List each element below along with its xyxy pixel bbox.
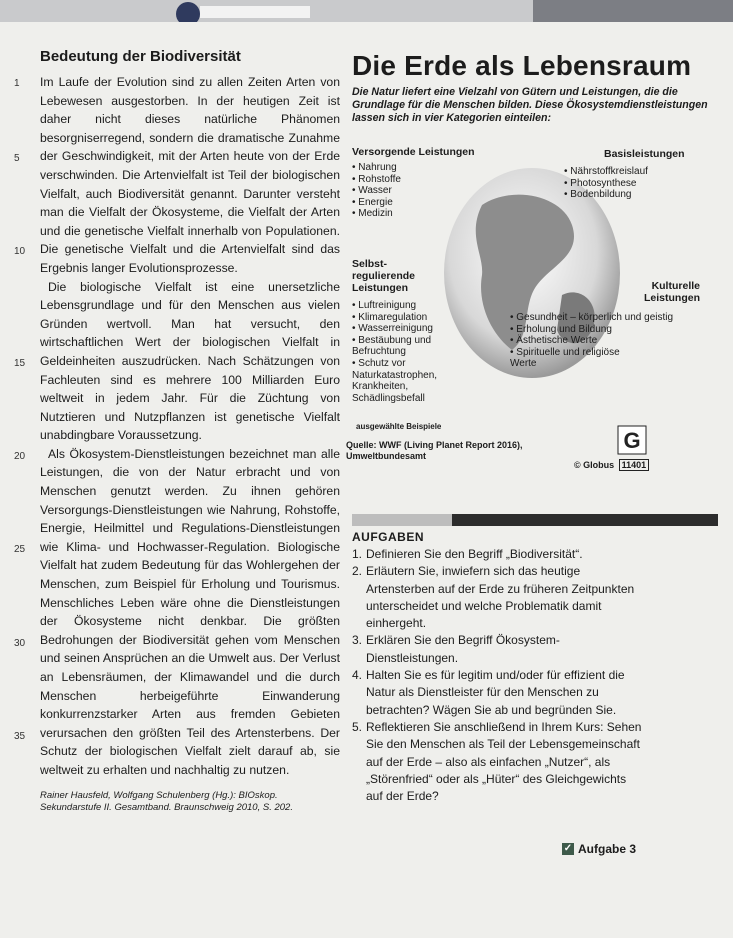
list-item: • Wasser: [352, 185, 392, 197]
list-item: • Klimaregulation: [352, 311, 428, 323]
line-number: 1: [14, 78, 20, 89]
paragraph-1: Im Laufe der Evolution sind zu allen Zeiten Arten von Lebewesen ausgestorben. In der heutigen Zeit ist daher nicht dieses natürliche Phänomen besorgniserregend, sondern die dramatische Zunahme der Geschwindigkeit, mit der Arten heute von der Erde verschwinden. Die Artenvielfalt ist Teil der biologischen Vielfalt, auch Biodiversität genannt. Darunter versteht man die Vielfalt der Ökosysteme, die Vielfalt der Arten und die genetische Vielfalt innerhalb von Populationen. Die genetische Vielfalt und die Artenvielfalt sind das Ergebnis langer Evolutionsprozesse.: [40, 75, 340, 275]
line-number: 10: [14, 246, 26, 257]
category-title: Leistungen: [643, 292, 700, 304]
category-title: Selbst-: [352, 258, 388, 270]
task-reference-label: Aufgabe 3: [578, 842, 637, 856]
paper-strip: [200, 6, 310, 18]
list-item: • Schutz vor Naturkatastrophen, Krankheiten, Schädlingsbefall: [352, 357, 438, 404]
tasks-bar: [352, 514, 718, 526]
list-item: • Nährstoffkreislauf: [564, 166, 648, 177]
list-item: • Gesundheit – körperlich und geistig: [510, 312, 674, 323]
list-item: • Photosynthese: [564, 177, 637, 189]
list-item: • Bestäubung und Befruchtung: [352, 334, 432, 358]
list-item: • Luftreinigung: [352, 300, 417, 311]
task-item: 1. Definieren Sie den Begriff „Biodiversität“.: [352, 547, 583, 561]
list-item: • Spirituelle und religiöse Werte: [510, 346, 620, 370]
category-kulturell: [510, 280, 700, 370]
diagram-source: Quelle: WWF (Living Planet Report 2016), Umweltbundesamt: [346, 440, 523, 461]
line-number: 20: [14, 451, 26, 462]
task-item: 2. Erläutern Sie, inwiefern sich das heutige Artensterben auf der Erde zu früheren Zeitpunkten unterscheidet und welche Problematik damit einhergeht.: [352, 564, 635, 631]
category-regulierend: [352, 258, 482, 404]
globus-id: 11401: [619, 459, 650, 471]
list-item: • Energie: [352, 196, 393, 208]
line-number: 25: [14, 544, 26, 555]
article-heading: Bedeutung der Biodiversität: [40, 48, 241, 65]
category-title: Kulturelle: [651, 280, 700, 292]
checkbox-icon: ✓: [563, 843, 573, 854]
list-item: • Wasserreinigung: [352, 323, 433, 335]
category-title: Versorgende Leistungen: [352, 146, 475, 158]
list-item: • Rohstoffe: [352, 173, 401, 185]
line-number: 30: [14, 638, 26, 649]
category-basis: [564, 148, 685, 201]
category-title: regulierende: [352, 270, 416, 282]
list-item: • Erholung und Bildung: [510, 323, 612, 335]
globus-credit: [574, 460, 649, 470]
infographic-intro: Die Natur liefert eine Vielzahl von Gütern und Leistungen, die die Grundlage für die Menschen bilden. Diese Ökosystemdienstleistungen lassen sich in vier Kategorien einteilen:: [352, 86, 708, 124]
task-reference: [562, 842, 636, 856]
task-item: 5. Reflektieren Sie anschließend in Ihrem Kurs: Sehen Sie den Menschen als Teil der Lebensgemeinschaft auf der Erde – also als einfachen „Nutzer“, als „Störenfried“ oder als „Hüter“ des Gleichgewichts auf der Erde?: [352, 719, 642, 804]
list-item: • Bodenbildung: [564, 189, 632, 201]
line-number: 15: [14, 358, 26, 369]
category-title: Leistungen: [352, 282, 409, 294]
category-title: Basisleistungen: [604, 148, 685, 160]
article-column: [14, 48, 340, 814]
task-item: 4. Halten Sie es für legitim und/oder für effizient die Natur als Dienstleister für den Menschen zu betrachten? Wägen Sie ab und begründen Sie.: [352, 668, 625, 717]
list-item: • Medizin: [352, 208, 393, 220]
tasks-heading: AUFGABEN: [352, 530, 424, 544]
source-citation: Rainer Hausfeld, Wolfgang Schulenberg (Hg.): BIOskop. Sekundarstufe II. Gesamtband. Braunschweig 2010, S. 202.: [40, 789, 293, 813]
line-number: 5: [14, 153, 20, 164]
ecosystem-services-diagram: [346, 140, 712, 485]
line-number: 35: [14, 731, 26, 742]
task-item: 3. Erklären Sie den Begriff Ökosystem-Dienstleistungen.: [352, 633, 560, 665]
list-item: • Ästhetische Werte: [510, 335, 598, 347]
article-body: [14, 73, 340, 780]
list-item: • Nahrung: [352, 162, 397, 173]
globus-label: © Globus: [574, 460, 615, 470]
globus-logo-icon: [617, 425, 647, 455]
category-versorgend: [352, 146, 475, 220]
background-surface: [533, 0, 733, 22]
infographic-title: Die Erde als Lebensraum: [352, 50, 692, 81]
tasks-section: [352, 530, 642, 805]
paragraph-3: Als Ökosystem-Dienstleistungen bezeichnet man alle Leistungen, die von der Natur erbracht und von Menschen genutzt werden. Zu ihnen gehören Versorgungs-Dienstleistungen wie Nahrung, Rohstoffe, Energie, Heilmittel und Regulations-Dienstleistungen wie Klima- und Hochwasser-Regulation. Biologische Vielfalt hat zudem Bedeutung für das Wohlergehen der Menschen, zum Beispiel für Erholung und Tourismus. Menschliches Leben wäre ohne die Dienstleistungen der Ökosysteme nicht denkbar. Die größten Bedrohungen der Biodiversität gehen vom Menschen und seinen Ansprüchen an die Umwelt aus. Der Verlust an Lebensräumen, der Klimawandel und die durch Menschen herbeigeführte Einwanderung konkurrenzstarker Arten aus fremden Gebieten verursachen den größten Teil des Artensterbens. Der Schutz der biologischen Vielfalt zielt darauf ab, sie weltweit zu erhalten und nachhaltig zu nutzen.: [40, 446, 340, 777]
paragraph-2: Die biologische Vielfalt ist eine unersetzliche Lebensgrundlage und für den Menschen aus vielen Gründen wertvoll. Man hat versucht, den wirtschaftlichen Wert der biologischen Vielfalt in Geldeinheiten auszudrücken. Nach Schätzungen von Fachleuten sind es mehrere 100 Milliarden Euro weltweit in jedem Jahr. Für die Züchtung von Nutztieren und Nutzpflanzen ist genetische Vielfalt unabdingbare Voraussetzung.: [40, 279, 340, 443]
photo-top-edge: [0, 0, 733, 22]
info-column: [352, 50, 712, 125]
examples-caption: ausgewählte Beispiele: [356, 422, 442, 431]
logo-letter: G: [623, 428, 641, 453]
